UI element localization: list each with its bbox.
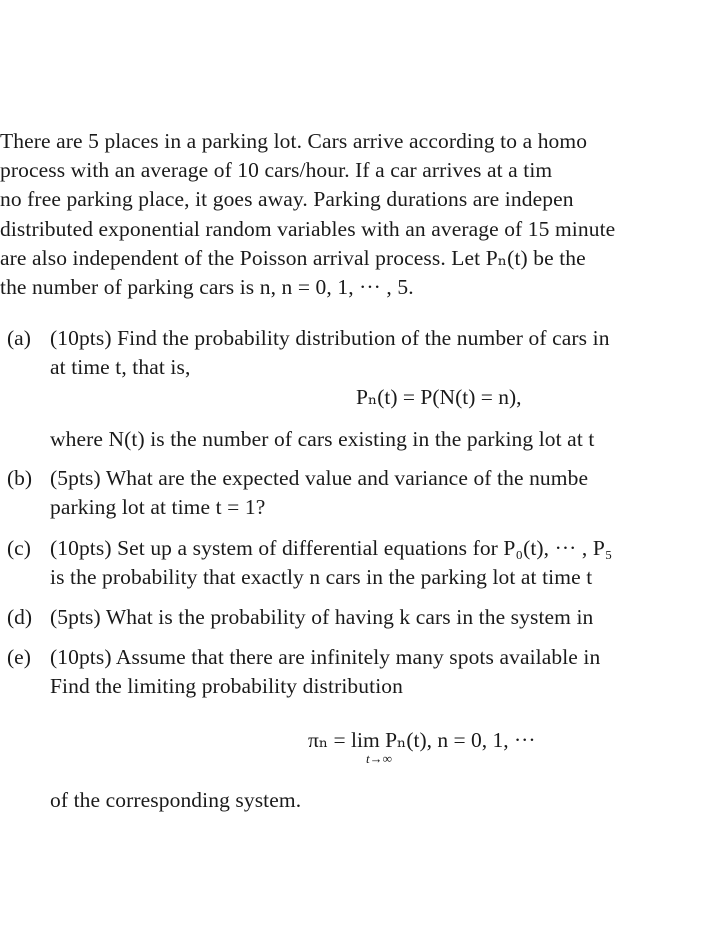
intro-line-3: no free parking place, it goes away. Parking durations are indepen [0,187,574,211]
part-a-line-2: at time t, that is, [50,355,191,379]
part-a-line-3: where N(t) is the number of cars existing in the parking lot at t [50,427,595,451]
part-b-label: (b) [7,466,33,490]
part-e-limit-subscript: t→∞ [366,751,392,766]
intro-line-4: distributed exponential random variables with an average of 15 minute [0,217,616,241]
part-c-line-2: is the probability that exactly n cars in the parking lot at time t [50,565,593,589]
intro-line-5: are also independent of the Poisson arrival process. Let Pₙ(t) be the [0,246,586,270]
part-a-display-equation: Pₙ(t) = P(N(t) = n), [356,385,522,409]
part-c-line-1: (10pts) Set up a system of differential equations for P₀(t), ··· , P₅ [50,536,613,560]
intro-line-6: the number of parking cars is n, n = 0, 1, ··· , 5. [0,275,414,299]
part-e-line-1: (10pts) Assume that there are infinitely many spots available in [50,645,601,669]
part-a-line-1: (10pts) Find the probability distribution of the number of cars in [50,326,610,350]
part-e-line-2: Find the limiting probability distribution [50,674,403,698]
part-c-label: (c) [7,536,31,560]
intro-line-1: There are 5 places in a parking lot. Cars arrive according to a homo [0,129,588,153]
part-d-line-1: (5pts) What is the probability of having k cars in the system in [50,605,594,629]
part-d-label: (d) [7,605,33,629]
part-b-line-2: parking lot at time t = 1? [50,495,266,519]
part-e-display-equation: πₙ = lim Pₙ(t), n = 0, 1, ··· [308,728,536,752]
part-e-label: (e) [7,645,31,669]
part-b-line-1: (5pts) What are the expected value and variance of the numbe [50,466,589,490]
part-e-line-3: of the corresponding system. [50,788,302,812]
part-a-label: (a) [7,326,31,350]
intro-line-2: process with an average of 10 cars/hour. If a car arrives at a tim [0,158,553,182]
